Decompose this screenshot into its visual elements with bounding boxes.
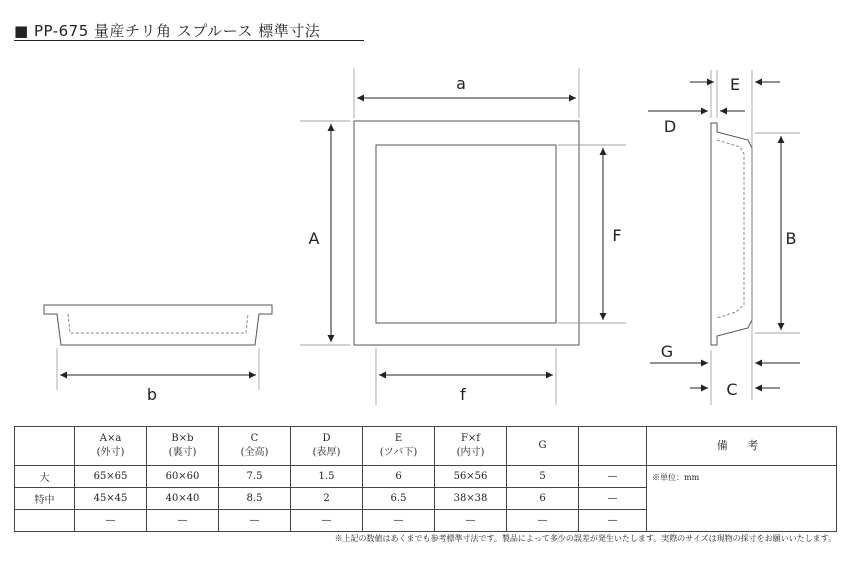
label-G: G: [660, 342, 674, 361]
table-cell: 6: [507, 488, 579, 510]
table-cell: 60×60: [147, 466, 219, 488]
label-b: b: [146, 385, 158, 404]
label-f: f: [460, 385, 466, 404]
header-cell: C (全高): [219, 427, 291, 466]
header-cell: A×a (外寸): [75, 427, 147, 466]
header-cell: D (表厚): [291, 427, 363, 466]
table-header-row: [15, 427, 837, 466]
table-cell: 7.5: [219, 466, 291, 488]
header-cell: E (ツバ下): [363, 427, 435, 466]
table-cell: —: [579, 466, 647, 488]
page-title: ■ PP-675 量産チリ角 スプルース 標準寸法: [14, 22, 321, 40]
table-cell: 1.5: [291, 466, 363, 488]
table-cell: —: [435, 510, 507, 532]
table-cell: 8.5: [219, 488, 291, 510]
table-cell: 65×65: [75, 466, 147, 488]
remarks-cell: ※単位：mm: [647, 466, 837, 532]
header-cell: F×f (内寸): [435, 427, 507, 466]
table-cell: —: [291, 510, 363, 532]
header-cell: [579, 427, 647, 466]
table-cell: —: [363, 510, 435, 532]
table-cell: 2: [291, 488, 363, 510]
table-cell: 6.5: [363, 488, 435, 510]
table-cell: —: [579, 510, 647, 532]
header-blank: [15, 427, 75, 466]
row-label: 大: [15, 466, 75, 488]
table-cell: —: [507, 510, 579, 532]
row-label: 特中: [15, 488, 75, 510]
table-cell: —: [75, 510, 147, 532]
label-A: A: [308, 229, 320, 248]
table-cell: —: [579, 488, 647, 510]
table-cell: 6: [363, 466, 435, 488]
table-cell: 38×38: [435, 488, 507, 510]
label-E: E: [729, 75, 741, 94]
label-B: B: [785, 229, 797, 248]
label-D: D: [663, 117, 677, 136]
front-view: [300, 68, 626, 405]
remarks-header: 備 考: [647, 427, 837, 466]
label-a: a: [456, 74, 466, 93]
table-cell: 56×56: [435, 466, 507, 488]
row-label: [15, 510, 75, 532]
footnote: ※上記の数値はあくまでも参考標準寸法です。製品によって多少の誤差が発生いたします。実際のサイズは現物の採寸をお願いいたします。: [334, 534, 836, 543]
label-C: C: [726, 380, 738, 399]
table-cell: 45×45: [75, 488, 147, 510]
header-cell: G: [507, 427, 579, 466]
spec-table: [14, 426, 837, 532]
label-F: F: [612, 226, 622, 245]
bottom-view: [44, 305, 272, 390]
table-cell: 40×40: [147, 488, 219, 510]
table-cell: —: [219, 510, 291, 532]
table-row: [15, 466, 837, 488]
table-cell: 5: [507, 466, 579, 488]
header-cell: B×b (裏寸): [147, 427, 219, 466]
table-cell: —: [147, 510, 219, 532]
